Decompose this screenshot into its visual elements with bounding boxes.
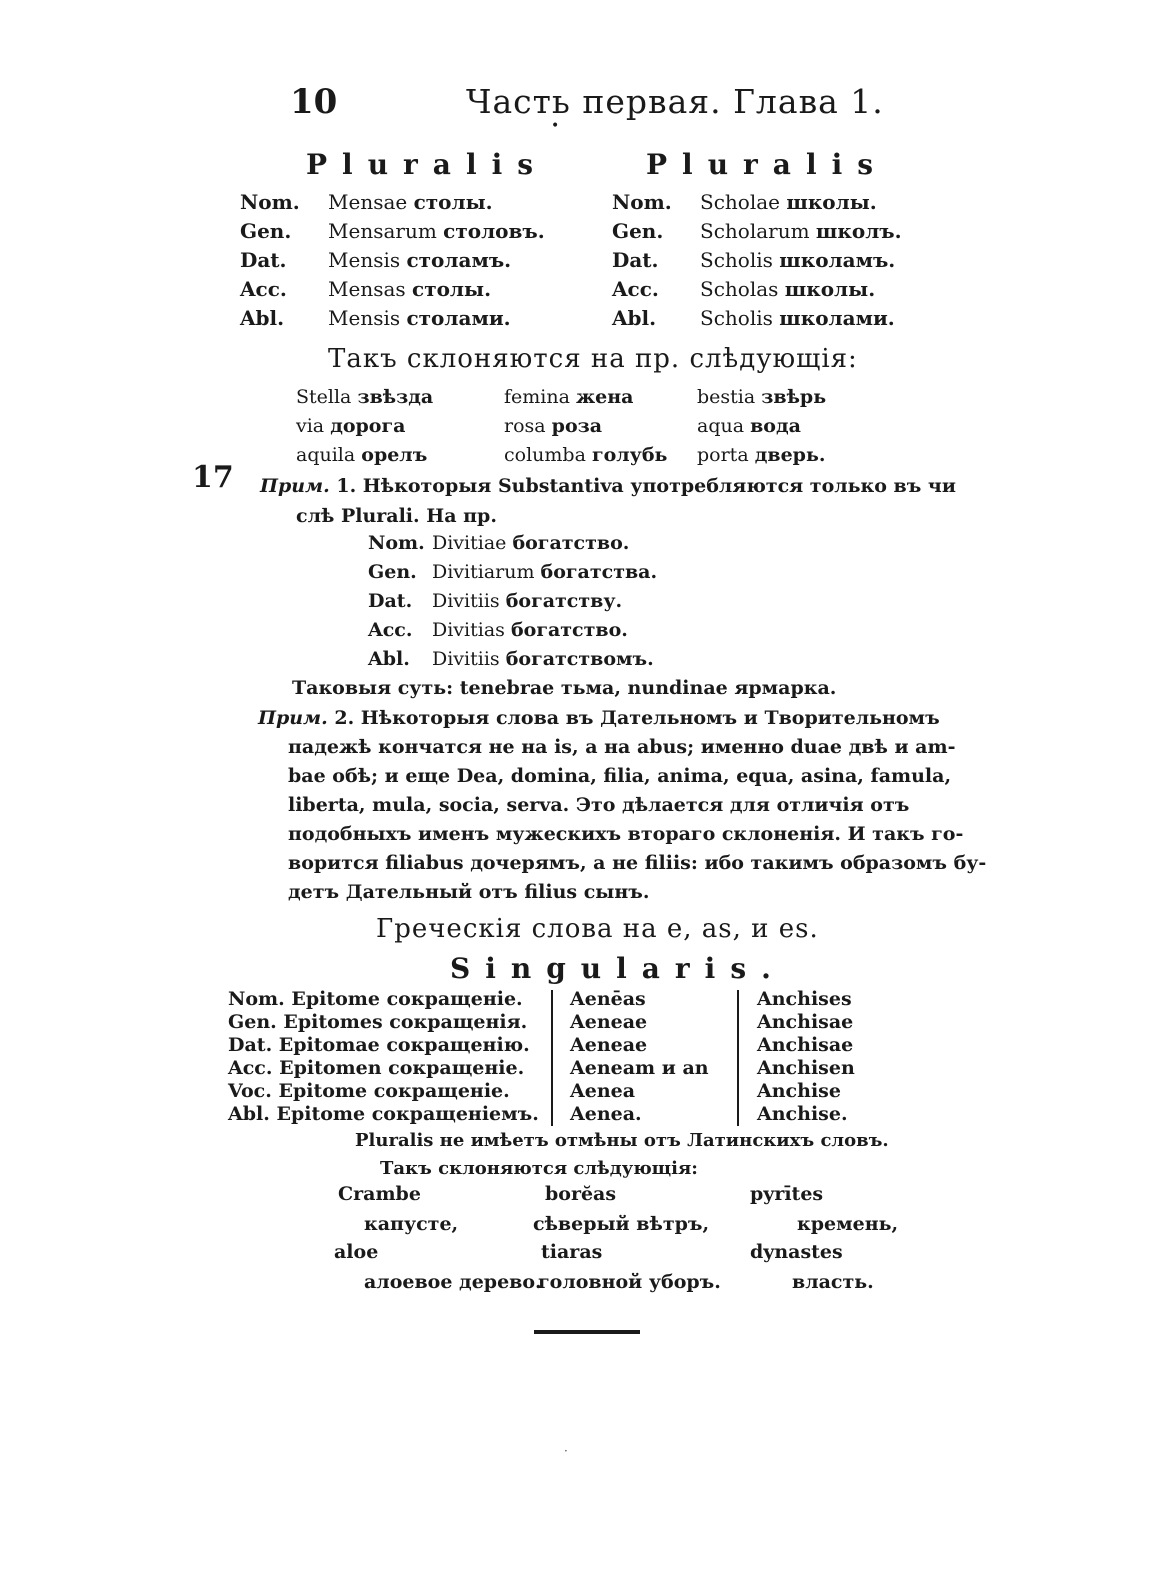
translation: богатства. [540,561,658,583]
translation: богатству. [505,590,623,612]
declined-form [700,306,895,330]
latin-word: porta [697,444,749,466]
translation: школы. [786,190,877,214]
note2-line: падежѣ кончатся не на is, а на abus; именно duae двѣ и am- [288,736,956,758]
case-label: Acc. [240,277,287,301]
latin-form: Mensas [328,277,406,301]
singularis-aeneas: Aeneam и an [570,1057,709,1079]
singularis-epitome: Acc. Epitomen сокращеніе. [228,1057,525,1079]
example-item [697,415,801,437]
translation: столы. [413,190,493,214]
greek-word-translation: кремень, [797,1213,899,1235]
example-item [504,386,633,408]
latin-form: Divitiae [432,532,507,554]
decline-heading: Такъ склоняются на пр. слѣдующія: [328,344,858,374]
greek-word-translation: власть. [792,1271,874,1293]
singularis-epitome: Voc. Epitome сокращеніе. [228,1080,510,1102]
singularis-anchises: Anchises [757,988,852,1010]
translation: столовъ. [443,219,545,243]
case-label: Gen. [240,219,292,243]
translation: богатствомъ. [505,648,654,670]
example-item [697,444,825,466]
note2-line: liberta, mula, socia, serva. Это дѣлается для отличія отъ [288,794,910,816]
singularis-anchises: Anchisen [757,1057,855,1079]
greek-word: dynastes [750,1241,843,1263]
translation: звѣзда [357,386,434,408]
case-label: Abl. [240,306,285,330]
example-item [504,415,602,437]
singularis-title: Singularis. [450,952,786,985]
column-divider [551,990,553,1126]
latin-word: bestia [697,386,756,408]
singularis-anchises: Anchisae [757,1011,854,1033]
singularis-aeneas: Aenēas [570,988,646,1010]
declined-form [328,277,491,301]
note1-line1 [260,472,956,501]
latin-form: Mensis [328,248,401,272]
latin-form: Mensis [328,306,401,330]
example-item [697,386,826,408]
translation: роза [551,415,603,437]
singularis-epitome: Gen. Epitomes сокращенія. [228,1011,528,1033]
example-item [296,444,427,466]
latin-word: femina [504,386,570,408]
singularis-aeneas: Aenea. [570,1103,642,1125]
note2-lead: Прим. [258,707,328,729]
singularis-epitome: Nom. Epitome сокращеніе. [228,988,523,1010]
case-label: Dat. [612,248,659,272]
translation: школами. [779,306,895,330]
translation: звѣрь [761,386,827,408]
singularis-aeneas: Aeneae [570,1011,648,1033]
latin-form: Scholarum [700,219,810,243]
translation: школъ. [815,219,902,243]
case-label: Gen. [612,219,664,243]
translation: школы. [784,277,876,301]
translation: столамъ. [406,248,512,272]
note2-line: bae обѣ; и еще Dea, domina, filia, anima, equa, asina, famula, [288,765,952,787]
latin-form: Divitiis [432,648,500,670]
pluralis-note: Pluralis не имѣетъ отмѣны отъ Латинскихъ словъ. [355,1130,889,1151]
translation: школамъ. [779,248,896,272]
latin-word: aquila [296,444,356,466]
declined-form [432,561,657,583]
greek-word-translation: головной уборъ. [538,1271,721,1293]
translation: столы. [412,277,492,301]
case-label: Acc. [368,619,413,641]
declined-form [328,190,493,214]
declined-form [432,590,622,612]
case-label: Acc. [612,277,659,301]
greek-word-translation: алоевое дерево. [364,1271,542,1293]
case-label: Nom. [368,532,425,554]
note1-text: 1. Нѣкоторыя Substantiva употребляются только въ чи [336,475,956,497]
case-label: Dat. [240,248,287,272]
greek-word-translation: сѣверый вѣтръ, [533,1213,710,1235]
singularis-anchises: Anchise [757,1080,841,1102]
declined-form [432,648,654,670]
note1-line2: слѣ Plurali. На пр. [296,505,497,527]
note2-line: ворится filiabus дочерямъ, а не filiis: ибо такимъ образомъ бу- [288,852,987,874]
latin-form: Mensarum [328,219,437,243]
greek-word-translation: капусте, [364,1213,459,1235]
page-number: 10 [290,82,338,122]
latin-word: aqua [697,415,745,437]
greek-word: pyrītes [750,1183,824,1205]
note2-line1 [258,704,940,733]
latin-form: Divitiis [432,590,500,612]
latin-form: Scholis [700,248,773,272]
latin-word: Stella [296,386,352,408]
translation: жена [575,386,634,408]
translation: голубь [591,444,668,466]
note2-line: детъ Дательный отъ filius сынъ. [288,881,650,903]
case-label: Nom. [240,190,300,214]
greek-word: aloe [334,1241,379,1263]
latin-form: Divitias [432,619,505,641]
translation: вода [750,415,801,437]
singularis-epitome: Abl. Epitome сокращеніемъ. [228,1103,539,1125]
pluralis-left-title: Pluralis [306,148,548,181]
latin-form: Scholae [700,190,780,214]
translation: дверь. [754,444,826,466]
declined-form [432,532,629,554]
latin-form: Scholas [700,277,779,301]
ornament-dot: • [551,118,560,134]
case-label: Abl. [612,306,657,330]
latin-form: Scholis [700,306,773,330]
case-label: Dat. [368,590,413,612]
singularis-anchises: Anchisae [757,1034,854,1056]
declined-form [700,190,877,214]
singularis-aeneas: Aenea [570,1080,636,1102]
note2-text: 2. Нѣкоторыя слова въ Дательномъ и Творительномъ [334,707,940,729]
greek-word: borĕas [545,1183,617,1205]
latin-word: rosa [504,415,546,437]
example-item [504,444,667,466]
margin-number: 17 [192,460,234,495]
declined-form [328,219,545,243]
translation: богатство. [512,532,630,554]
singularis-aeneas: Aeneae [570,1034,648,1056]
running-title: Часть первая. Глава 1. [466,82,884,121]
decline2-heading: Такъ склоняются слѣдующія: [380,1158,698,1179]
declined-form [432,619,628,641]
declined-form [700,277,875,301]
column-divider [737,990,739,1126]
declined-form [700,248,895,272]
latin-word: columba [504,444,586,466]
latin-form: Divitiarum [432,561,535,583]
case-label: Nom. [612,190,672,214]
pluralis-right-title: Pluralis [646,148,888,181]
translation: дорога [330,415,406,437]
declined-form [700,219,902,243]
case-label: Abl. [368,648,410,670]
note1-such: Таковыя суть: tenebrae тьма, nundinae ярмарка. [292,677,837,699]
case-label: Gen. [368,561,417,583]
translation: богатство. [510,619,628,641]
end-rule [534,1330,640,1334]
greek-heading: Греческія слова на e, as, и es. [376,914,819,944]
latin-form: Mensae [328,190,408,214]
note2-line: подобныхъ именъ мужескихъ втораго склоненія. И такъ го- [288,823,964,845]
declined-form [328,248,511,272]
greek-word: Crambe [338,1183,421,1205]
greek-word: tiaras [541,1241,603,1263]
note1-lead: Прим. [260,475,330,497]
singularis-epitome: Dat. Epitomae сокращенію. [228,1034,530,1056]
translation: орелъ [361,444,428,466]
declined-form [328,306,511,330]
latin-word: via [296,415,325,437]
translation: столами. [406,306,511,330]
example-item [296,415,405,437]
singularis-anchises: Anchise. [757,1103,848,1125]
example-item [296,386,433,408]
page-mark: · [564,1444,568,1458]
